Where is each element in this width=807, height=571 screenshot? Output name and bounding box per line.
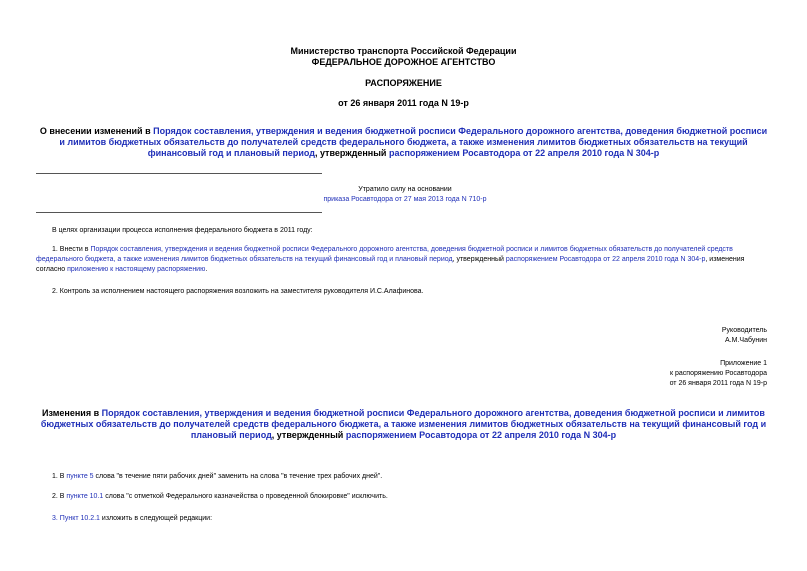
change-1-link[interactable]: пункте 5	[66, 473, 94, 480]
change-3-num[interactable]: 3.	[52, 515, 58, 522]
changes-title-mid: , утвержденный	[271, 430, 344, 440]
changes-title-order-link[interactable]: Порядок составления, утверждения и ведения бюджетной росписи Федерального дорожного агентства, доведения бюджетной росписи и лимитов бюджетных обязательств до получателей средств федерального бюджета, а также изменения лимитов бюджетных обязательств на текущий финансовый год и плановый период	[40, 408, 767, 440]
repeal-note	[300, 185, 510, 205]
change-3	[52, 514, 212, 524]
p1-appendix-link[interactable]: приложению к настоящему распоряжению	[67, 266, 206, 273]
change-2	[52, 492, 388, 502]
signature-block	[722, 326, 767, 346]
title-mid: , утвержденный	[314, 148, 387, 158]
title-decree-link[interactable]: распоряжением Росавтодора от 22 апреля 2010 года N 304-р	[388, 148, 660, 158]
changes-title-decree-link[interactable]: распоряжением Росавтодора от 22 апреля 2010 года N 304-р	[345, 430, 617, 440]
repeal-note-line1: Утратило силу на основании	[358, 186, 452, 193]
document-title	[36, 126, 771, 159]
doctype-heading: РАСПОРЯЖЕНИЕ	[365, 78, 442, 88]
appendix-ref: к распоряжению Росавтодора	[670, 370, 767, 377]
changes-title	[36, 408, 771, 441]
title-order-link[interactable]: Порядок составления, утверждения и ведения бюджетной росписи Федерального дорожного агентства, доведения бюджетной росписи и лимитов бюджетных обязательств до получателей средств федерального бюджета, а также изменения лимитов бюджетных обязательств на текущий финансовый год и плановый период	[59, 126, 768, 158]
p1-mid2: , изменения согласно	[36, 256, 745, 273]
appendix-date: от 26 января 2011 года N 19-р	[669, 380, 767, 387]
change-3-link[interactable]: Пункт 10.2.1	[59, 515, 100, 522]
changes-title-prefix: Изменения в	[42, 408, 100, 418]
p1-start: 1. Внести в	[52, 246, 89, 253]
paragraph-2: 2. Контроль за исполнением настоящего распоряжения возложить на заместителя руководителя И.С.Алафинова.	[52, 288, 424, 295]
repeal-order-link[interactable]: приказа Росавтодора от 27 мая 2013 года N 710-р	[323, 196, 487, 203]
change-1	[52, 472, 382, 482]
appendix-label: Приложение 1	[720, 360, 767, 367]
p1-order-link[interactable]: Порядок составления, утверждения и ведения бюджетной росписи Федерального дорожного агентства, доведения бюджетной росписи и лимитов бюджетных обязательств до получателей средств федерального бюджета, а также изменения лимитов бюджетных обязательств на текущий финансовый год и плановый период	[36, 246, 733, 263]
change-2-end: слова "с отметкой Федерального казначейства о проведенной блокировке" исключить.	[105, 493, 388, 500]
p1-mid: , утвержденный	[452, 256, 504, 263]
change-1-start: 1. В	[52, 473, 65, 480]
change-1-end: слова "в течение пяти рабочих дней" заменить на слова "в течение трех рабочих дней".	[95, 473, 383, 480]
signature-role: Руководитель	[721, 327, 767, 334]
change-2-link[interactable]: пункте 10.1	[66, 493, 104, 500]
note-top-rule	[36, 173, 322, 174]
intro-paragraph: В целях организации процесса исполнения федерального бюджета в 2011 году:	[52, 227, 313, 234]
title-prefix: О внесении изменений в	[39, 126, 151, 136]
change-2-start: 2. В	[52, 493, 65, 500]
p1-end: .	[205, 266, 208, 273]
ministry-heading: Министерство транспорта Российской Федерации	[290, 46, 517, 56]
note-bottom-rule	[36, 212, 322, 213]
paragraph-1	[36, 245, 772, 275]
document-date: от 26 января 2011 года N 19-р	[338, 98, 469, 108]
agency-heading: ФЕДЕРАЛЬНОЕ ДОРОЖНОЕ АГЕНТСТВО	[311, 57, 496, 67]
change-3-end: изложить в следующей редакции:	[101, 515, 213, 522]
signature-name: А.М.Чабунин	[725, 337, 767, 344]
appendix-reference	[670, 359, 767, 389]
p1-decree-link[interactable]: распоряжением Росавтодора от 22 апреля 2010 года N 304-р	[505, 256, 706, 263]
